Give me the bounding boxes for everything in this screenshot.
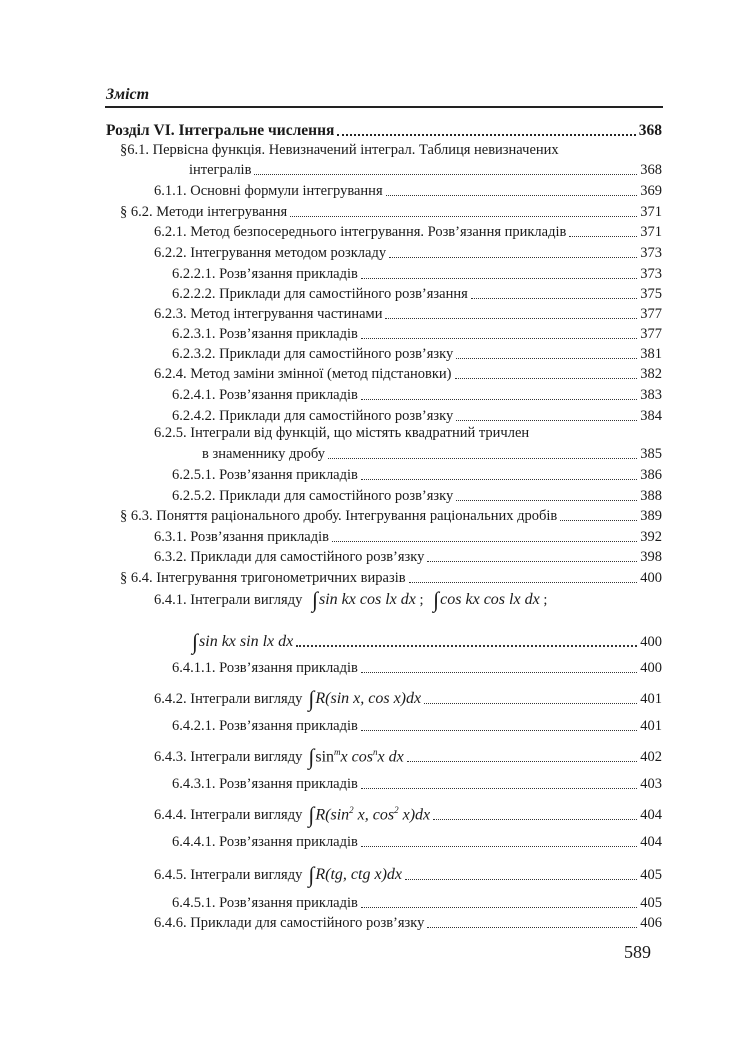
toc-entry-6-1-1[interactable] bbox=[154, 180, 662, 200]
toc-entry-6-4-6[interactable] bbox=[154, 912, 662, 932]
toc-page: 404 bbox=[640, 807, 662, 823]
toc-entry-6-4-2-1[interactable] bbox=[172, 715, 662, 735]
dot-leader bbox=[405, 879, 637, 880]
toc-page: 371 bbox=[640, 224, 662, 240]
toc-entry-6-4-5-1[interactable] bbox=[172, 892, 662, 912]
toc-entry-6-4-3-1[interactable] bbox=[172, 773, 662, 793]
toc-label: 6.2.5.2. Приклади для самостійного розв’язку bbox=[172, 488, 454, 504]
toc-entry-6-4-4[interactable] bbox=[154, 800, 662, 827]
dot-leader bbox=[361, 788, 637, 789]
toc-page: 371 bbox=[640, 204, 662, 220]
page-number: 589 bbox=[624, 942, 651, 962]
formula-separator: ; bbox=[419, 592, 424, 608]
dot-leader bbox=[290, 216, 637, 217]
toc-page: 405 bbox=[640, 867, 662, 883]
dot-leader bbox=[254, 174, 637, 175]
toc-label: 6.4.2. Інтеграли вигляду bbox=[154, 691, 303, 707]
toc-page: 405 bbox=[640, 895, 662, 911]
toc-entry-6-4-4-1[interactable] bbox=[172, 831, 662, 851]
toc-entry-6-2-2-1[interactable] bbox=[172, 263, 662, 283]
toc-entry-6-4-3[interactable] bbox=[154, 742, 662, 769]
integral-sign-icon: ∫ bbox=[308, 802, 315, 827]
toc-page: 377 bbox=[640, 306, 662, 322]
dot-leader bbox=[455, 378, 638, 379]
dot-leader bbox=[361, 672, 637, 673]
dot-leader bbox=[361, 399, 637, 400]
toc-page: 402 bbox=[640, 749, 662, 765]
toc-label: 6.4.3.1. Розв’язання прикладів bbox=[172, 776, 358, 792]
toc-entry-6-2-3-1[interactable] bbox=[172, 323, 662, 343]
toc-page: 401 bbox=[640, 691, 662, 707]
toc-part-6[interactable] bbox=[106, 120, 662, 140]
toc-entry-6-2-4-2[interactable] bbox=[172, 405, 662, 425]
dot-leader bbox=[361, 907, 637, 908]
dot-leader bbox=[337, 134, 635, 136]
toc-label: § 6.2. Методи інтегрування bbox=[120, 204, 288, 220]
toc-label: 6.4.4.1. Розв’язання прикладів bbox=[172, 834, 358, 850]
integral-sign-icon: ∫ bbox=[192, 629, 199, 654]
toc-label: 6.4.5. Інтеграли вигляду bbox=[154, 867, 303, 883]
integral-sign-icon: ∫ bbox=[311, 587, 318, 612]
dot-leader bbox=[361, 338, 637, 339]
toc-label: 6.4.2.1. Розв’язання прикладів bbox=[172, 718, 358, 734]
dot-leader bbox=[424, 703, 637, 704]
toc-entry-6-4-1-1[interactable] bbox=[172, 657, 662, 677]
toc-entry-6-1[interactable] bbox=[189, 159, 662, 179]
toc-label: Розділ VI. Інтегральне числення bbox=[106, 122, 335, 139]
toc-label-wrap: 6.2.5. Інтеграли від функцій, що містять квадратний тричлен bbox=[154, 425, 530, 441]
toc-entry-6-4[interactable] bbox=[120, 567, 662, 587]
toc-page: 403 bbox=[640, 776, 662, 792]
dot-leader bbox=[471, 298, 637, 299]
integral-formula: $\int\sin^mx$ $\cos^nx$ dx bbox=[308, 744, 404, 769]
dot-leader bbox=[433, 819, 637, 820]
toc-page: 388 bbox=[640, 488, 662, 504]
toc-page: 406 bbox=[640, 915, 662, 931]
toc-page: 389 bbox=[640, 508, 662, 524]
toc-entry-6-2-5-1[interactable] bbox=[172, 464, 662, 484]
toc-label: 6.2.4.1. Розв’язання прикладів bbox=[172, 387, 358, 403]
dot-leader bbox=[569, 236, 637, 237]
toc-label: в знаменнику дробу bbox=[202, 446, 325, 462]
toc-entry-6-2-5[interactable] bbox=[202, 443, 662, 463]
toc-label: 6.2.2.2. Приклади для самостійного розв’язання bbox=[172, 286, 468, 302]
toc-entry-6-3[interactable] bbox=[120, 505, 662, 525]
dot-leader bbox=[409, 582, 638, 583]
toc-page: 382 bbox=[640, 366, 662, 382]
toc-label: 6.1.1. Основні формули інтегрування bbox=[154, 183, 383, 199]
integral-formula: $\int R(\sin^2$ x, $\cos^2 x)dx$ bbox=[308, 802, 431, 827]
dot-leader bbox=[560, 520, 637, 521]
toc-label: 6.2.4.2. Приклади для самостійного розв’язку bbox=[172, 408, 454, 424]
toc-label: 6.2.4. Метод заміни змінної (метод підстановки) bbox=[154, 366, 452, 382]
toc-label: 6.2.1. Метод безпосереднього інтегрування. Розв’язання прикладів bbox=[154, 224, 567, 240]
dot-leader bbox=[386, 195, 638, 196]
toc-page: 398 bbox=[640, 549, 662, 565]
integral-sign-icon: ∫ bbox=[308, 744, 315, 769]
toc-entry-6-4-5[interactable] bbox=[154, 860, 662, 887]
toc-label: 6.2.3.2. Приклади для самостійного розв’язку bbox=[172, 346, 454, 362]
toc-entry-6-4-2[interactable] bbox=[154, 684, 662, 711]
toc-page: 377 bbox=[640, 326, 662, 342]
toc-label: 6.2.3.1. Розв’язання прикладів bbox=[172, 326, 358, 342]
dot-leader bbox=[427, 561, 637, 562]
toc-label: 6.4.3. Інтеграли вигляду bbox=[154, 749, 303, 765]
toc-label: 6.4.1. Інтеграли вигляду bbox=[154, 592, 303, 608]
toc-page: 401 bbox=[640, 718, 662, 734]
toc-entry-6-2-3[interactable] bbox=[154, 303, 662, 323]
dot-leader bbox=[456, 500, 637, 501]
toc-entry-6-2-2-2[interactable] bbox=[172, 283, 662, 303]
toc-entry-6-2-1[interactable] bbox=[154, 221, 662, 241]
integral-formula: ∫cos kx cos lx dx bbox=[433, 587, 540, 612]
formula-separator: ; bbox=[543, 592, 548, 608]
integral-sign-icon: ∫ bbox=[308, 862, 315, 887]
toc-page: 404 bbox=[640, 834, 662, 850]
toc-label-wrap: §6.1. Первісна функція. Невизначений інтеграл. Таблиця невизначених bbox=[120, 142, 559, 158]
toc-page: 383 bbox=[640, 387, 662, 403]
toc-page: 400 bbox=[640, 660, 662, 676]
dot-leader bbox=[328, 458, 637, 459]
toc-page: 373 bbox=[640, 245, 662, 261]
dot-leader bbox=[361, 730, 637, 731]
dot-leader bbox=[332, 541, 637, 542]
dot-leader bbox=[361, 278, 637, 279]
integral-sign-icon: ∫ bbox=[433, 587, 440, 612]
toc-entry-6-2[interactable] bbox=[120, 201, 662, 221]
dot-leader bbox=[456, 358, 637, 359]
toc-entry-6-2-2[interactable] bbox=[154, 242, 662, 262]
toc-page: 375 bbox=[640, 286, 662, 302]
toc-entry-6-3-2[interactable] bbox=[154, 546, 662, 566]
toc-page: 381 bbox=[640, 346, 662, 362]
toc-label: 6.3.2. Приклади для самостійного розв’язку bbox=[154, 549, 425, 565]
toc-label: 6.2.3. Метод інтегрування частинами bbox=[154, 306, 383, 322]
toc-page: 400 bbox=[640, 570, 662, 586]
toc-page: 392 bbox=[640, 529, 662, 545]
toc-entry-6-2-3-2[interactable] bbox=[172, 343, 662, 363]
toc-page: 385 bbox=[640, 446, 662, 462]
dot-leader bbox=[456, 420, 637, 421]
integral-formula: ∫R(tg, ctg x)dx bbox=[308, 862, 402, 887]
toc-label: 6.2.2. Інтегрування методом розкладу bbox=[154, 245, 387, 261]
dot-leader bbox=[389, 257, 637, 258]
toc-label: інтегралів bbox=[189, 162, 252, 178]
dot-leader bbox=[361, 846, 637, 847]
dot-leader bbox=[296, 645, 637, 647]
toc-page: 384 bbox=[640, 408, 662, 424]
toc-label: 6.4.1.1. Розв’язання прикладів bbox=[172, 660, 358, 676]
running-header: Зміст bbox=[106, 86, 150, 103]
dot-leader bbox=[427, 927, 637, 928]
toc-label: § 6.3. Поняття раціонального дробу. Інтегрування раціональних дробів bbox=[120, 508, 558, 524]
dot-leader bbox=[407, 761, 638, 762]
toc-page: 368 bbox=[638, 122, 662, 139]
toc-page: 368 bbox=[640, 162, 662, 178]
toc-entry-6-4-1[interactable] bbox=[192, 627, 662, 654]
toc-label: § 6.4. Інтегрування тригонометричних виразів bbox=[120, 570, 406, 586]
toc-label: 6.2.2.1. Розв’язання прикладів bbox=[172, 266, 358, 282]
integral-formula: ∫sin kx cos lx dx bbox=[311, 587, 416, 612]
toc-entry-6-2-4-1[interactable] bbox=[172, 384, 662, 404]
integral-formula: ∫sin kx sin lx dx bbox=[192, 629, 294, 654]
toc-label: 6.4.5.1. Розв’язання прикладів bbox=[172, 895, 358, 911]
toc-page: 373 bbox=[640, 266, 662, 282]
toc-label: 6.4.4. Інтеграли вигляду bbox=[154, 807, 303, 823]
toc-label: 6.3.1. Розв’язання прикладів bbox=[154, 529, 329, 545]
toc-label: 6.2.5.1. Розв’язання прикладів bbox=[172, 467, 358, 483]
toc-label-wrap-6-4-1 bbox=[154, 587, 547, 613]
toc-page: 400 bbox=[640, 634, 662, 650]
toc-entry-6-2-5-2[interactable] bbox=[172, 485, 662, 505]
toc-page: 369 bbox=[640, 183, 662, 199]
toc-page: 386 bbox=[640, 467, 662, 483]
dot-leader bbox=[361, 479, 637, 480]
integral-formula: ∫R(sin x, cos x)dx bbox=[308, 686, 422, 711]
toc-entry-6-3-1[interactable] bbox=[154, 526, 662, 546]
integral-sign-icon: ∫ bbox=[308, 686, 315, 711]
dot-leader bbox=[385, 318, 637, 319]
toc-label: 6.4.6. Приклади для самостійного розв’язку bbox=[154, 915, 425, 931]
toc-entry-6-2-4[interactable] bbox=[154, 363, 662, 383]
